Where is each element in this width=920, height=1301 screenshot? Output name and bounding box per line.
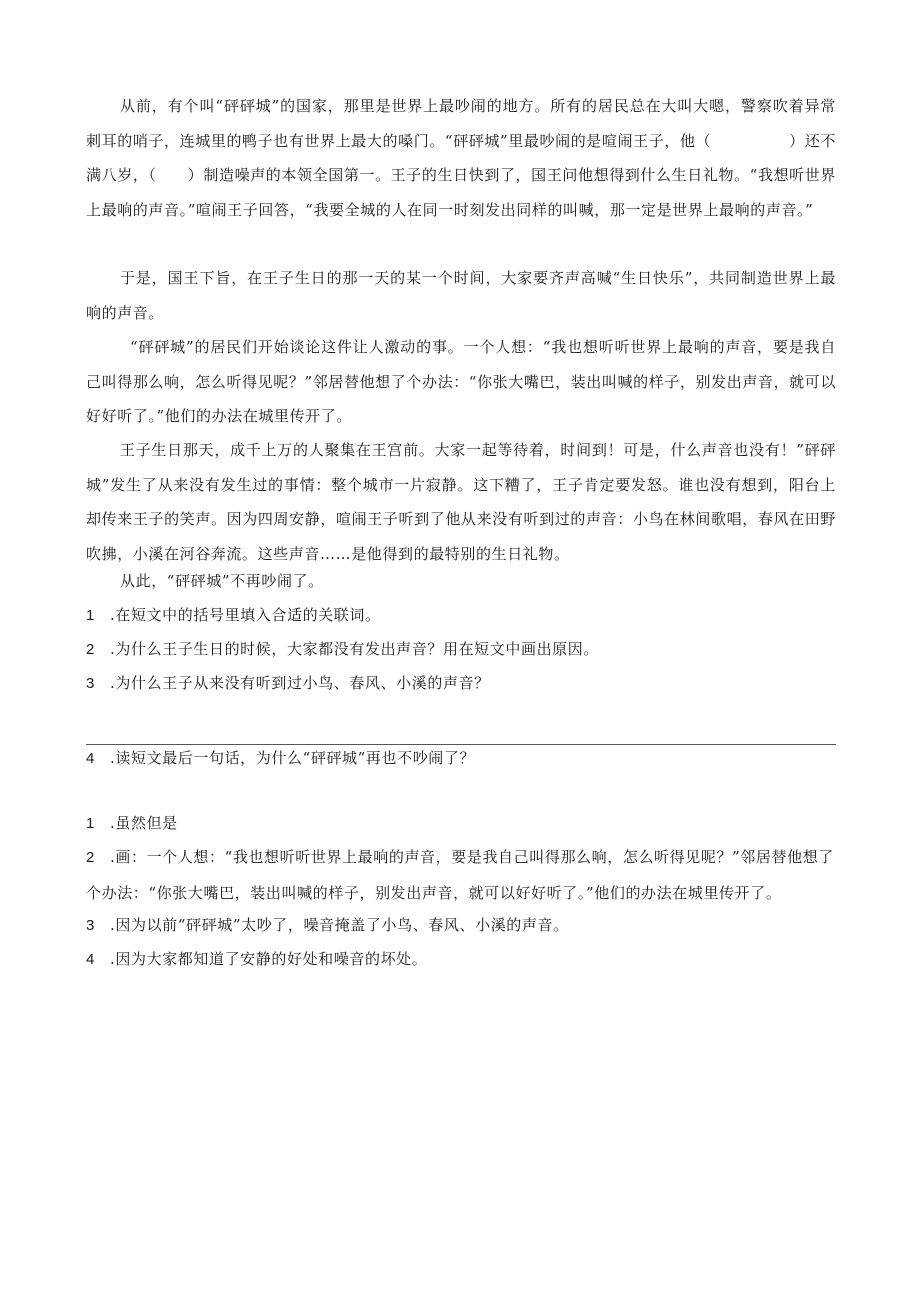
answer-2 (86, 840, 836, 910)
question-number: 4 (86, 750, 95, 767)
question-text: .为什么王子生日的时候，大家都没有发出声音？用在短文中画出原因。 (110, 640, 599, 658)
passage-paragraph-2: 于是，国王下旨，在王子生日的那一天的某一个时间，大家要齐声高喊“生日快乐”，共同制造世界上最响的声音。 (86, 269, 836, 322)
passage-paragraph-4: 王子生日那天，成千上万的人聚集在王宫前。大家一起等待着，时间到！可是，什么声音也没有！”砰砰城”发生了从来没有发生过的事情：整个城市一片寂静。这下糟了，王子肯定要发怒。谁也没有想到，阳台上却传来王子的笑声。因为四周安静，喧闹王子听到了他从来没有听到过的声音：小鸟在林间歌唱，春风在田野吹拂，小溪在河谷奔流。这些声音……是他得到的最特别的生日礼物。 (86, 441, 836, 563)
question-1 (86, 598, 836, 634)
answer-text: .画：一个人想：“我也想听听世界上最响的声音，要是我自己叫得那么响，怎么听得见呢？”邻居替他想了个办法：“你张大嘴巴，装出叫喊的样子，别发出声音，就可以好好听了。”他们的办法在城里传开了。 (86, 848, 834, 902)
question-3 (86, 666, 836, 702)
answer-1 (86, 806, 836, 842)
question-2 (86, 632, 836, 668)
question-number: 2 (86, 641, 95, 658)
passage-paragraph-3: “砰砰城”的居民们开始谈论这件让人激动的事。一个人想：“我也想听听世界上最响的声音，要是我自己叫得那么响，怎么听得见呢？”邻居替他想了个办法：“你张大嘴巴，装出叫喊的样子，别发出声音，就可以好好听了。”他们的办法在城里传开了。 (86, 338, 836, 425)
question-text: .在短文中的括号里填入合适的关联词。 (110, 606, 381, 624)
answer-number: 4 (86, 951, 95, 968)
answer-4 (86, 942, 836, 978)
question-4 (86, 741, 836, 777)
question-text: .为什么王子从来没有听到过小鸟、春风、小溪的声音？ (110, 674, 490, 692)
question-text: .读短文最后一句话，为什么“砰砰城”再也不吵闹了？ (110, 749, 476, 767)
question-number: 1 (86, 607, 95, 624)
answer-3 (86, 908, 836, 944)
passage-paragraph-1: 从前，有个叫“砰砰城”的国家，那里是世界上最吵闹的地方。所有的居民总在大叫大嗯，警察吹着异常刺耳的哨子，连城里的鸭子也有世界上最大的嗓门。“砰砰城”里最吵闹的是喧闹王子，他（ ）还不满八岁，（ ）制造噪声的本领全国第一。王子的生日快到了，国王问他想得到什么生日礼物。“我想听世界上最响的声音。”喧闹王子回答，“我要全城的人在同一时刻发出同样的叫喊，那一定是世界上最响的声音。” (86, 97, 836, 219)
question-number: 3 (86, 675, 95, 692)
answer-number: 3 (86, 917, 95, 934)
answer-text: .虽然但是 (110, 814, 178, 832)
answer-number: 1 (86, 815, 95, 832)
answer-text: .因为以前“砰砰城”太吵了，噪音掩盖了小鸟、春风、小溪的声音。 (110, 916, 569, 934)
answer-number: 2 (86, 849, 95, 866)
passage-paragraph-5: 从此，“砰砰城”不再吵闹了。 (120, 572, 324, 590)
answer-text: .因为大家都知道了安静的好处和噪音的坏处。 (110, 950, 428, 968)
